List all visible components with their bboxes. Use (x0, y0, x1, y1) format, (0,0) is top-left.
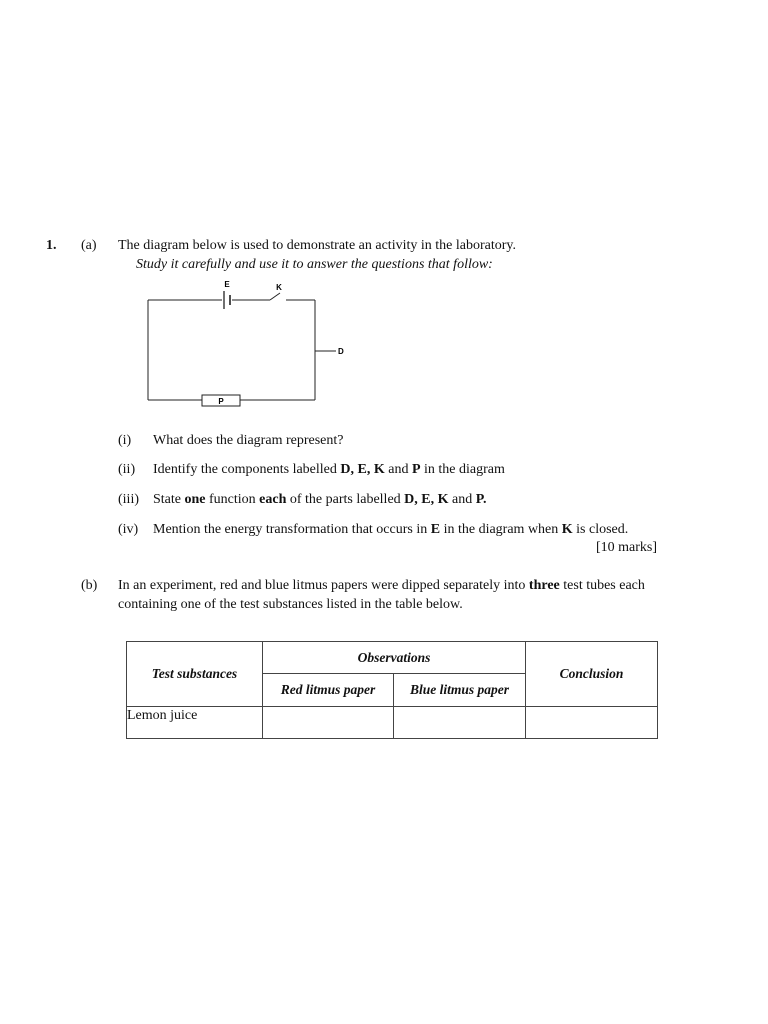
part-b-line-1: In an experiment, red and blue litmus papers were dipped separately into three test tubes each (118, 578, 645, 593)
label-d: D (338, 347, 344, 356)
table-row (127, 707, 658, 739)
circuit-diagram (140, 278, 360, 413)
marks-allocation: [10 marks] (595, 540, 657, 555)
header-blue-litmus: Blue litmus paper (394, 674, 526, 707)
cell-substance: Lemon juice (127, 707, 263, 739)
subquestion-text: State one function each of the parts labelled D, E, K and P. (153, 492, 487, 507)
cell-blue-litmus (394, 707, 526, 739)
part-b-line-2: containing one of the test substances listed in the table below. (118, 597, 463, 612)
cell-red-litmus (263, 707, 394, 739)
label-k: K (276, 283, 282, 292)
question-number: 1. (46, 238, 57, 253)
part-a-intro: The diagram below is used to demonstrate an activity in the laboratory. (118, 238, 516, 253)
header-conclusion: Conclusion (526, 642, 658, 707)
cell-conclusion (526, 707, 658, 739)
subquestion-text: Mention the energy transformation that occurs in E in the diagram when K is closed. (153, 522, 629, 537)
part-a-instruction: Study it carefully and use it to answer the questions that follow: (136, 257, 493, 272)
header-observations: Observations (263, 642, 526, 674)
subquestion-number: (ii) (118, 462, 136, 477)
subquestion-number: (iv) (118, 522, 139, 537)
subquestion-number: (iii) (118, 492, 139, 507)
label-e: E (224, 280, 230, 289)
header-red-litmus: Red litmus paper (263, 674, 394, 707)
part-b-label: (b) (81, 578, 98, 593)
part-a-label: (a) (81, 238, 97, 253)
subquestion-text: Identify the components labelled D, E, K and P in the diagram (153, 462, 505, 477)
label-p: P (218, 397, 224, 406)
subquestion-text: What does the diagram represent? (153, 433, 344, 448)
observations-table (126, 641, 658, 739)
subquestion-number: (i) (118, 433, 132, 448)
header-test-substances: Test substances (127, 642, 263, 707)
